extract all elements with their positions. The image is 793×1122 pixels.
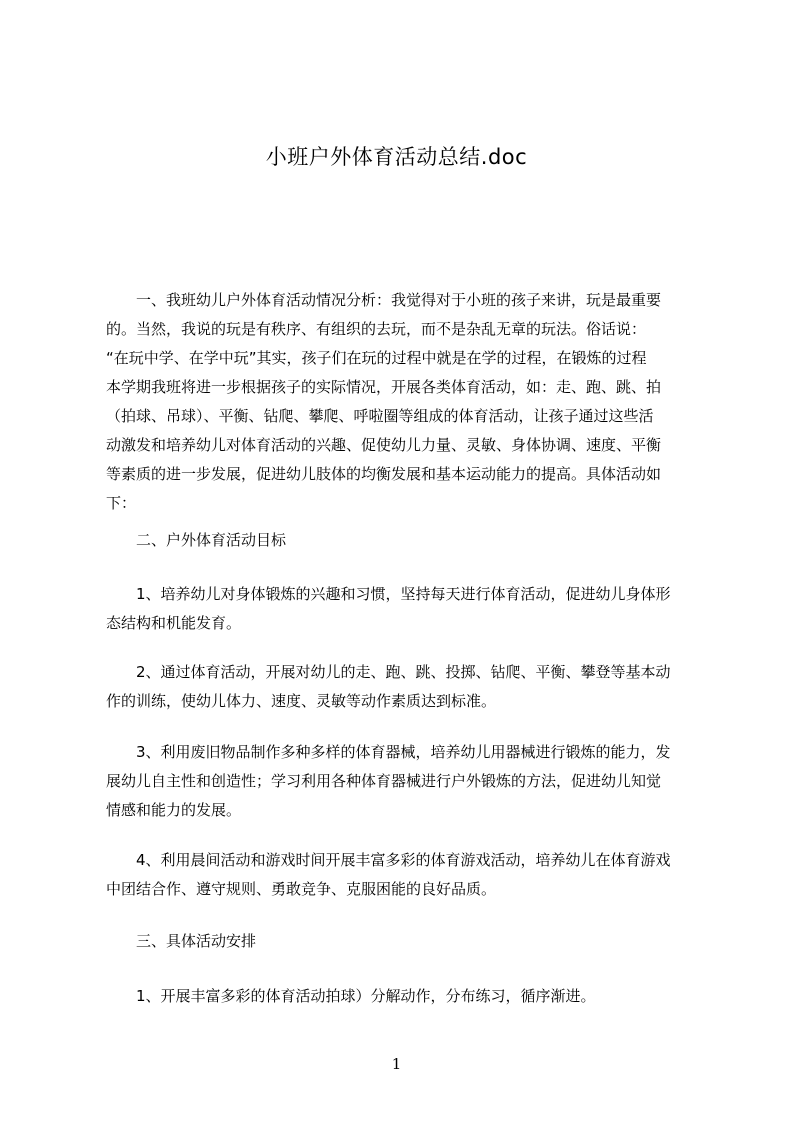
- paragraph-line: “在玩中学、在学中玩”其实，孩子们在玩的过程中就是在学的过程，在锻炼的过程: [106, 349, 647, 367]
- paragraph-line: 动激发和培养幼儿对体育活动的兴趣、促使幼儿力量、灵敏、身体协调、速度、平衡: [106, 436, 662, 454]
- paragraph-line: 4、利用晨间活动和游戏时间开展丰富多彩的体育游戏活动，培养幼儿在体育游戏: [106, 851, 671, 869]
- paragraph-line: 展幼儿自主性和创造性；学习利用各种体育器械进行户外锻炼的方法，促进幼儿知觉: [106, 772, 662, 790]
- page-number: 1: [391, 1055, 402, 1073]
- paragraph-line: （拍球、吊球）、平衡、钻爬、攀爬、呼啦圈等组成的体育活动，让孩子通过这些活: [106, 407, 654, 425]
- section-heading: 二、户外体育活动目标: [106, 531, 287, 549]
- paragraph-line: 1、培养幼儿对身体锻炼的兴趣和习惯，坚持每天进行体育活动，促进幼儿身体形: [106, 585, 671, 603]
- section3-heading: [106, 927, 706, 956]
- activity-item-1: [106, 982, 706, 1011]
- paragraph-line: 等素质的进一步发展，促进幼儿肢体的均衡发展和基本运动能力的提高。具体活动如: [106, 465, 662, 483]
- paragraph-line: 中团结合作、遵守规则、勇敢竞争、克服困能的良好品质。: [106, 880, 497, 898]
- paragraph-line: 一、我班幼儿户外体育活动情况分析：我觉得对于小班的孩子来讲，玩是最重要: [106, 291, 662, 309]
- paragraph-line: 2、通过体育活动，开展对幼儿的走、跑、跳、投掷、钻爬、平衡、攀登等基本动: [106, 663, 671, 681]
- paragraph-line: 情感和能力的发展。: [106, 801, 242, 819]
- paragraph-line: 作的训练，使幼儿体力、速度、灵敏等动作素质达到标准。: [106, 692, 497, 710]
- goal-2-paragraph: [106, 658, 706, 716]
- goal-1-paragraph: [106, 580, 706, 638]
- goal-3-paragraph: [106, 738, 706, 825]
- paragraph-line: 1、开展丰富多彩的体育活动拍球）分解动作，分布练习，循序渐进。: [106, 987, 596, 1005]
- paragraph-line: 的。当然，我说的玩是有秩序、有组织的去玩，而不是杂乱无章的玩法。俗话说：: [106, 320, 647, 338]
- section1-paragraph: [106, 286, 706, 518]
- paragraph-line: 3、利用废旧物品制作多种多样的体育器械，培养幼儿用器械进行锻炼的能力，发: [106, 743, 671, 761]
- goal-4-paragraph: [106, 846, 706, 904]
- paragraph-line: 下：: [106, 494, 137, 512]
- paragraph-line: 本学期我班将进一步根据孩子的实际情况，开展各类体育活动，如：走、跑、跳、拍: [106, 378, 662, 396]
- section-heading: 三、具体活动安排: [106, 932, 257, 950]
- section2-heading: [106, 526, 706, 555]
- document-title: 小班户外体育活动总结.doc: [265, 145, 528, 169]
- paragraph-line: 态结构和机能发育。: [106, 614, 242, 632]
